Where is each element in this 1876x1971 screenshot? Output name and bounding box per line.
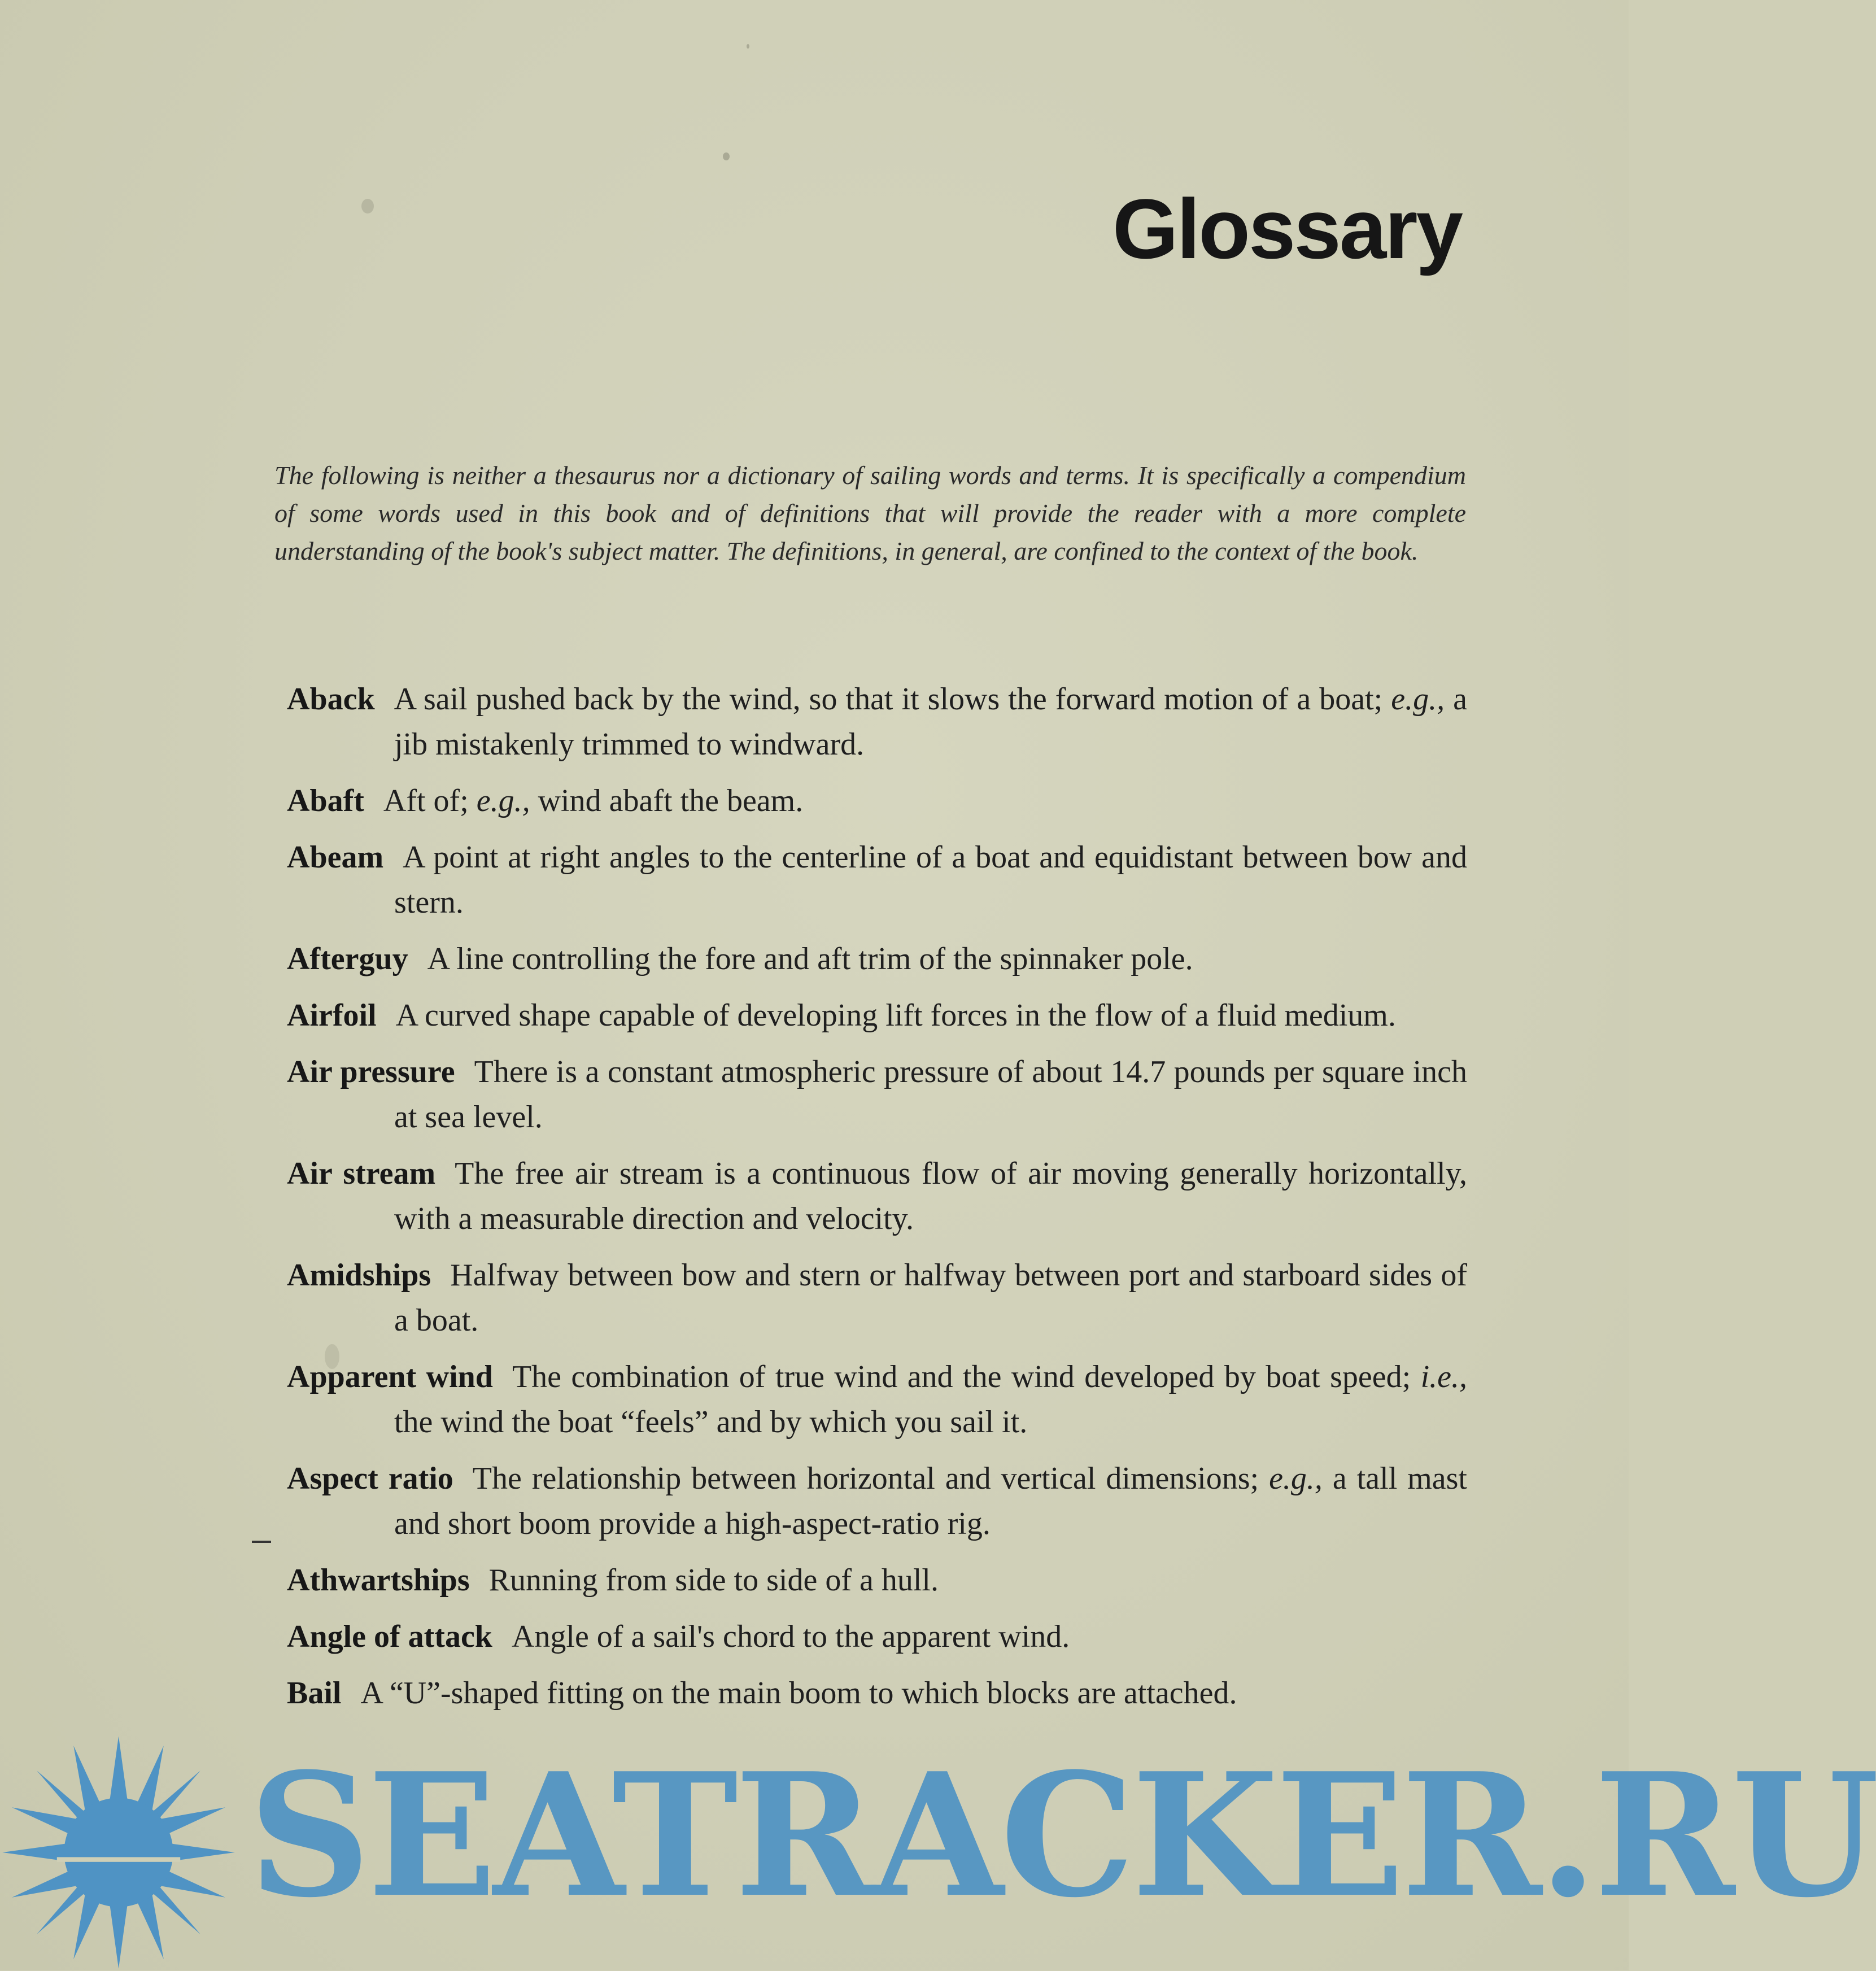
definition-text: wind abaft the beam. — [530, 783, 804, 818]
glossary-definition — [394, 1258, 1467, 1338]
definition-abbrev: i.e., — [1420, 1359, 1467, 1394]
definition-text: Aft of; — [383, 783, 477, 818]
definition-text: A curved shape capable of developing lift forces in the flow of a fluid medium. — [395, 998, 1396, 1033]
glossary-entry — [287, 1354, 1467, 1445]
glossary-term: Airfoil — [287, 998, 377, 1033]
glossary-term: Amidships — [287, 1258, 431, 1293]
glossary-definition — [394, 840, 1467, 920]
glossary-term: Bail — [287, 1676, 342, 1711]
definition-text: Running from side to side of a hull. — [488, 1563, 939, 1598]
glossary-term: Aback — [287, 682, 375, 717]
glossary-entry — [287, 778, 1467, 823]
glossary-term: Air stream — [287, 1156, 436, 1191]
definition-text: A line controlling the fore and aft trim of the spinnaker pole. — [427, 941, 1193, 976]
glossary-term: Abaft — [287, 783, 364, 818]
glossary-list — [287, 677, 1467, 1727]
definition-text: A point at right angles to the centerline of a boat and equidistant between bow and stern. — [394, 840, 1467, 920]
definition-text: the wind the boat “feels” and by which you sail it. — [394, 1405, 1028, 1440]
glossary-definition — [396, 998, 1396, 1033]
definition-abbrev: e.g., — [476, 783, 530, 818]
definition-text: A sail pushed back by the wind, so that it slows the forward motion of a boat; — [394, 682, 1391, 717]
glossary-entry — [287, 1049, 1467, 1140]
page-title: Glossary — [1112, 181, 1461, 276]
glossary-entry — [287, 835, 1467, 925]
glossary-entry — [287, 1456, 1467, 1546]
intro-paragraph: The following is neither a thesaurus nor a dictionary of sailing words and terms. It is specifically a compendium of some words used in this book and of definitions that will provide the reader with a more complete understanding of the book's subject matter. The definitions, in general, are confined to the context of the book. — [274, 461, 1466, 565]
paper-speck — [747, 44, 749, 49]
glossary-term: Athwartships — [287, 1563, 470, 1598]
definition-text: Angle of a sail's chord to the apparent wind. — [511, 1619, 1070, 1654]
glossary-entry — [287, 677, 1467, 767]
definition-text: The combination of true wind and the wind developed by boat speed; — [512, 1359, 1421, 1394]
watermark — [0, 1717, 1876, 1970]
glossary-definition — [427, 941, 1193, 976]
definition-abbrev: e.g., — [1391, 682, 1445, 717]
glossary-term: Aspect ratio — [287, 1461, 453, 1496]
glossary-term: Angle of attack — [287, 1619, 492, 1654]
definition-abbrev: e.g., — [1269, 1461, 1323, 1496]
glossary-definition — [394, 682, 1467, 762]
glossary-entry — [287, 1671, 1467, 1716]
glossary-entry — [287, 1614, 1467, 1659]
glossary-definition — [512, 1619, 1070, 1654]
glossary-term: Afterguy — [287, 941, 408, 976]
glossary-entry — [287, 1253, 1467, 1343]
paper-speck — [723, 152, 730, 160]
glossary-entry — [287, 1558, 1467, 1603]
glossary-definition — [489, 1563, 939, 1598]
glossary-definition — [394, 1156, 1467, 1236]
glossary-definition — [383, 783, 803, 818]
glossary-term: Apparent wind — [287, 1359, 493, 1394]
glossary-term: Air pressure — [287, 1054, 455, 1089]
definition-text: a tall mast and short boom provide a high-aspect-ratio rig. — [394, 1461, 1467, 1541]
glossary-entry — [287, 1151, 1467, 1241]
glossary-definition — [394, 1359, 1467, 1440]
watermark-text: SEATRACKER.RU — [248, 1735, 1876, 1935]
definition-text: a jib mistakenly trimmed to windward. — [394, 682, 1467, 762]
definition-text: The relationship between horizontal and vertical dimensions; — [472, 1461, 1269, 1496]
definition-text: The free air stream is a continuous flow of air moving generally horizontally, with a measurable direction and velocity. — [394, 1156, 1468, 1236]
definition-text: A “U”-shaped fitting on the main boom to which blocks are attached. — [360, 1676, 1237, 1711]
glossary-definition — [394, 1461, 1467, 1541]
glossary-entry — [287, 936, 1467, 982]
glossary-definition — [360, 1676, 1237, 1711]
definition-text: There is a constant atmospheric pressure of about 14.7 pounds per square inch at sea level. — [394, 1054, 1467, 1135]
sun-burst-icon — [0, 1734, 237, 1971]
glossary-term: Abeam — [287, 840, 384, 875]
definition-text: Halfway between bow and stern or halfway between port and starboard sides of a boat. — [394, 1258, 1467, 1338]
glossary-definition — [394, 1054, 1467, 1135]
glossary-entry — [287, 993, 1467, 1038]
margin-mark — [252, 1541, 271, 1543]
paper-speck — [361, 199, 374, 213]
